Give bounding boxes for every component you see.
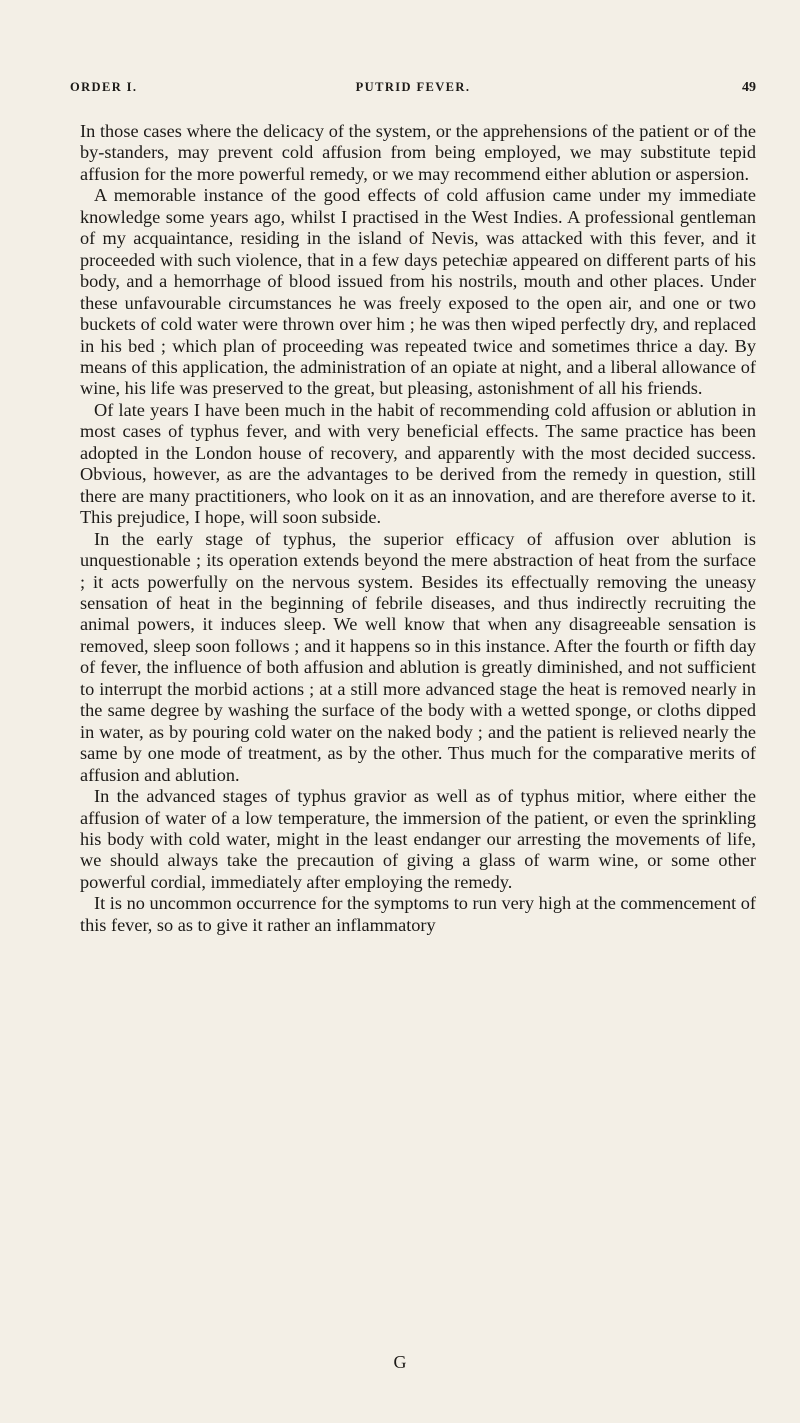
paragraph-tepid-affusion: In those cases where the delicacy of the system, or the apprehensions of the patient or of the by-standers, may prevent cold affusion from being employed, we may substitute tepid affusion for the more powerful remedy, or we may recommend either ablution or aspersion. bbox=[80, 121, 756, 184]
paragraph-advanced-stages: In the advanced stages of typhus gravior as well as of typhus mitior, where either the affusion of water of a low temperature, the immersion of the patient, or even the sprinkling his body with cold water, might in the least endanger our arresting the movements of life, we should always take the precaution of giving a glass of warm wine, or some other powerful cordial, immediately after employing the remedy. bbox=[80, 786, 756, 892]
running-head bbox=[70, 80, 756, 100]
paragraph-symptoms: It is no uncommon occurrence for the symptoms to run very high at the commencement of this fever, so as to give it rather an inflammatory bbox=[80, 893, 756, 935]
body-text bbox=[80, 121, 756, 936]
paragraph-early-stage: In the early stage of typhus, the superior efficacy of affusion over ablution is unquestionable ; its operation extends beyond the mere abstraction of heat from the surface ; it acts powerfully on the nervous system. Besides its effectually removing the uneasy sensation of heat in the beginning of febrile diseases, and thus indirectly recruiting the animal powers, it induces sleep. We well know that when any disagreeable sensation is removed, sleep soon follows ; and it happens so in this instance. After the fourth or fifth day of fever, the influence of both affusion and ablution is greatly diminished, and not sufficient to interrupt the morbid actions ; at a still more advanced stage the heat is removed nearly in the same degree by washing the surface of the body with a wetted sponge, or cloths dipped in water, as by pouring cold water on the naked body ; and the patient is relieved nearly the same by one mode of treatment, as by the other. Thus much for the comparative merits of affusion and ablution. bbox=[80, 528, 756, 785]
chapter-heading: ORDER I. bbox=[70, 80, 138, 94]
signature-mark: G bbox=[393, 1352, 407, 1372]
page-number: 49 bbox=[742, 80, 756, 95]
section-heading: PUTRID FEVER. bbox=[355, 80, 471, 94]
paragraph-recent-practice: Of late years I have been much in the habit of recommending cold affusion or ablution in most cases of typhus fever, and with very beneficial effects. The same practice has been adopted in the London house of recovery, and apparently with the most decided success. Obvious, however, as are the advantages to be derived from the remedy in question, still there are many practitioners, who look on it as an innovation, and are therefore averse to it. This prejudice, I hope, will soon subside. bbox=[80, 399, 756, 528]
paragraph-nevis-case: A memorable instance of the good effects of cold affusion came under my immediate knowledge some years ago, whilst I practised in the West Indies. A professional gentleman of my acquaintance, residing in the island of Nevis, was attacked with this fever, and it proceeded with such violence, that in a few days petechiæ appeared on different parts of his body, and a hemorrhage of blood issued from his nostrils, mouth and other places. Under these unfavourable circumstances he was freely exposed to the open air, and one or two buckets of cold water were thrown over him ; he was then wiped perfectly dry, and replaced in his bed ; which plan of proceeding was repeated twice and sometimes thrice a day. By means of this application, the administration of an opiate at night, and a liberal allowance of wine, his life was preserved to the great, but pleasing, astonishment of all his friends. bbox=[80, 185, 756, 399]
